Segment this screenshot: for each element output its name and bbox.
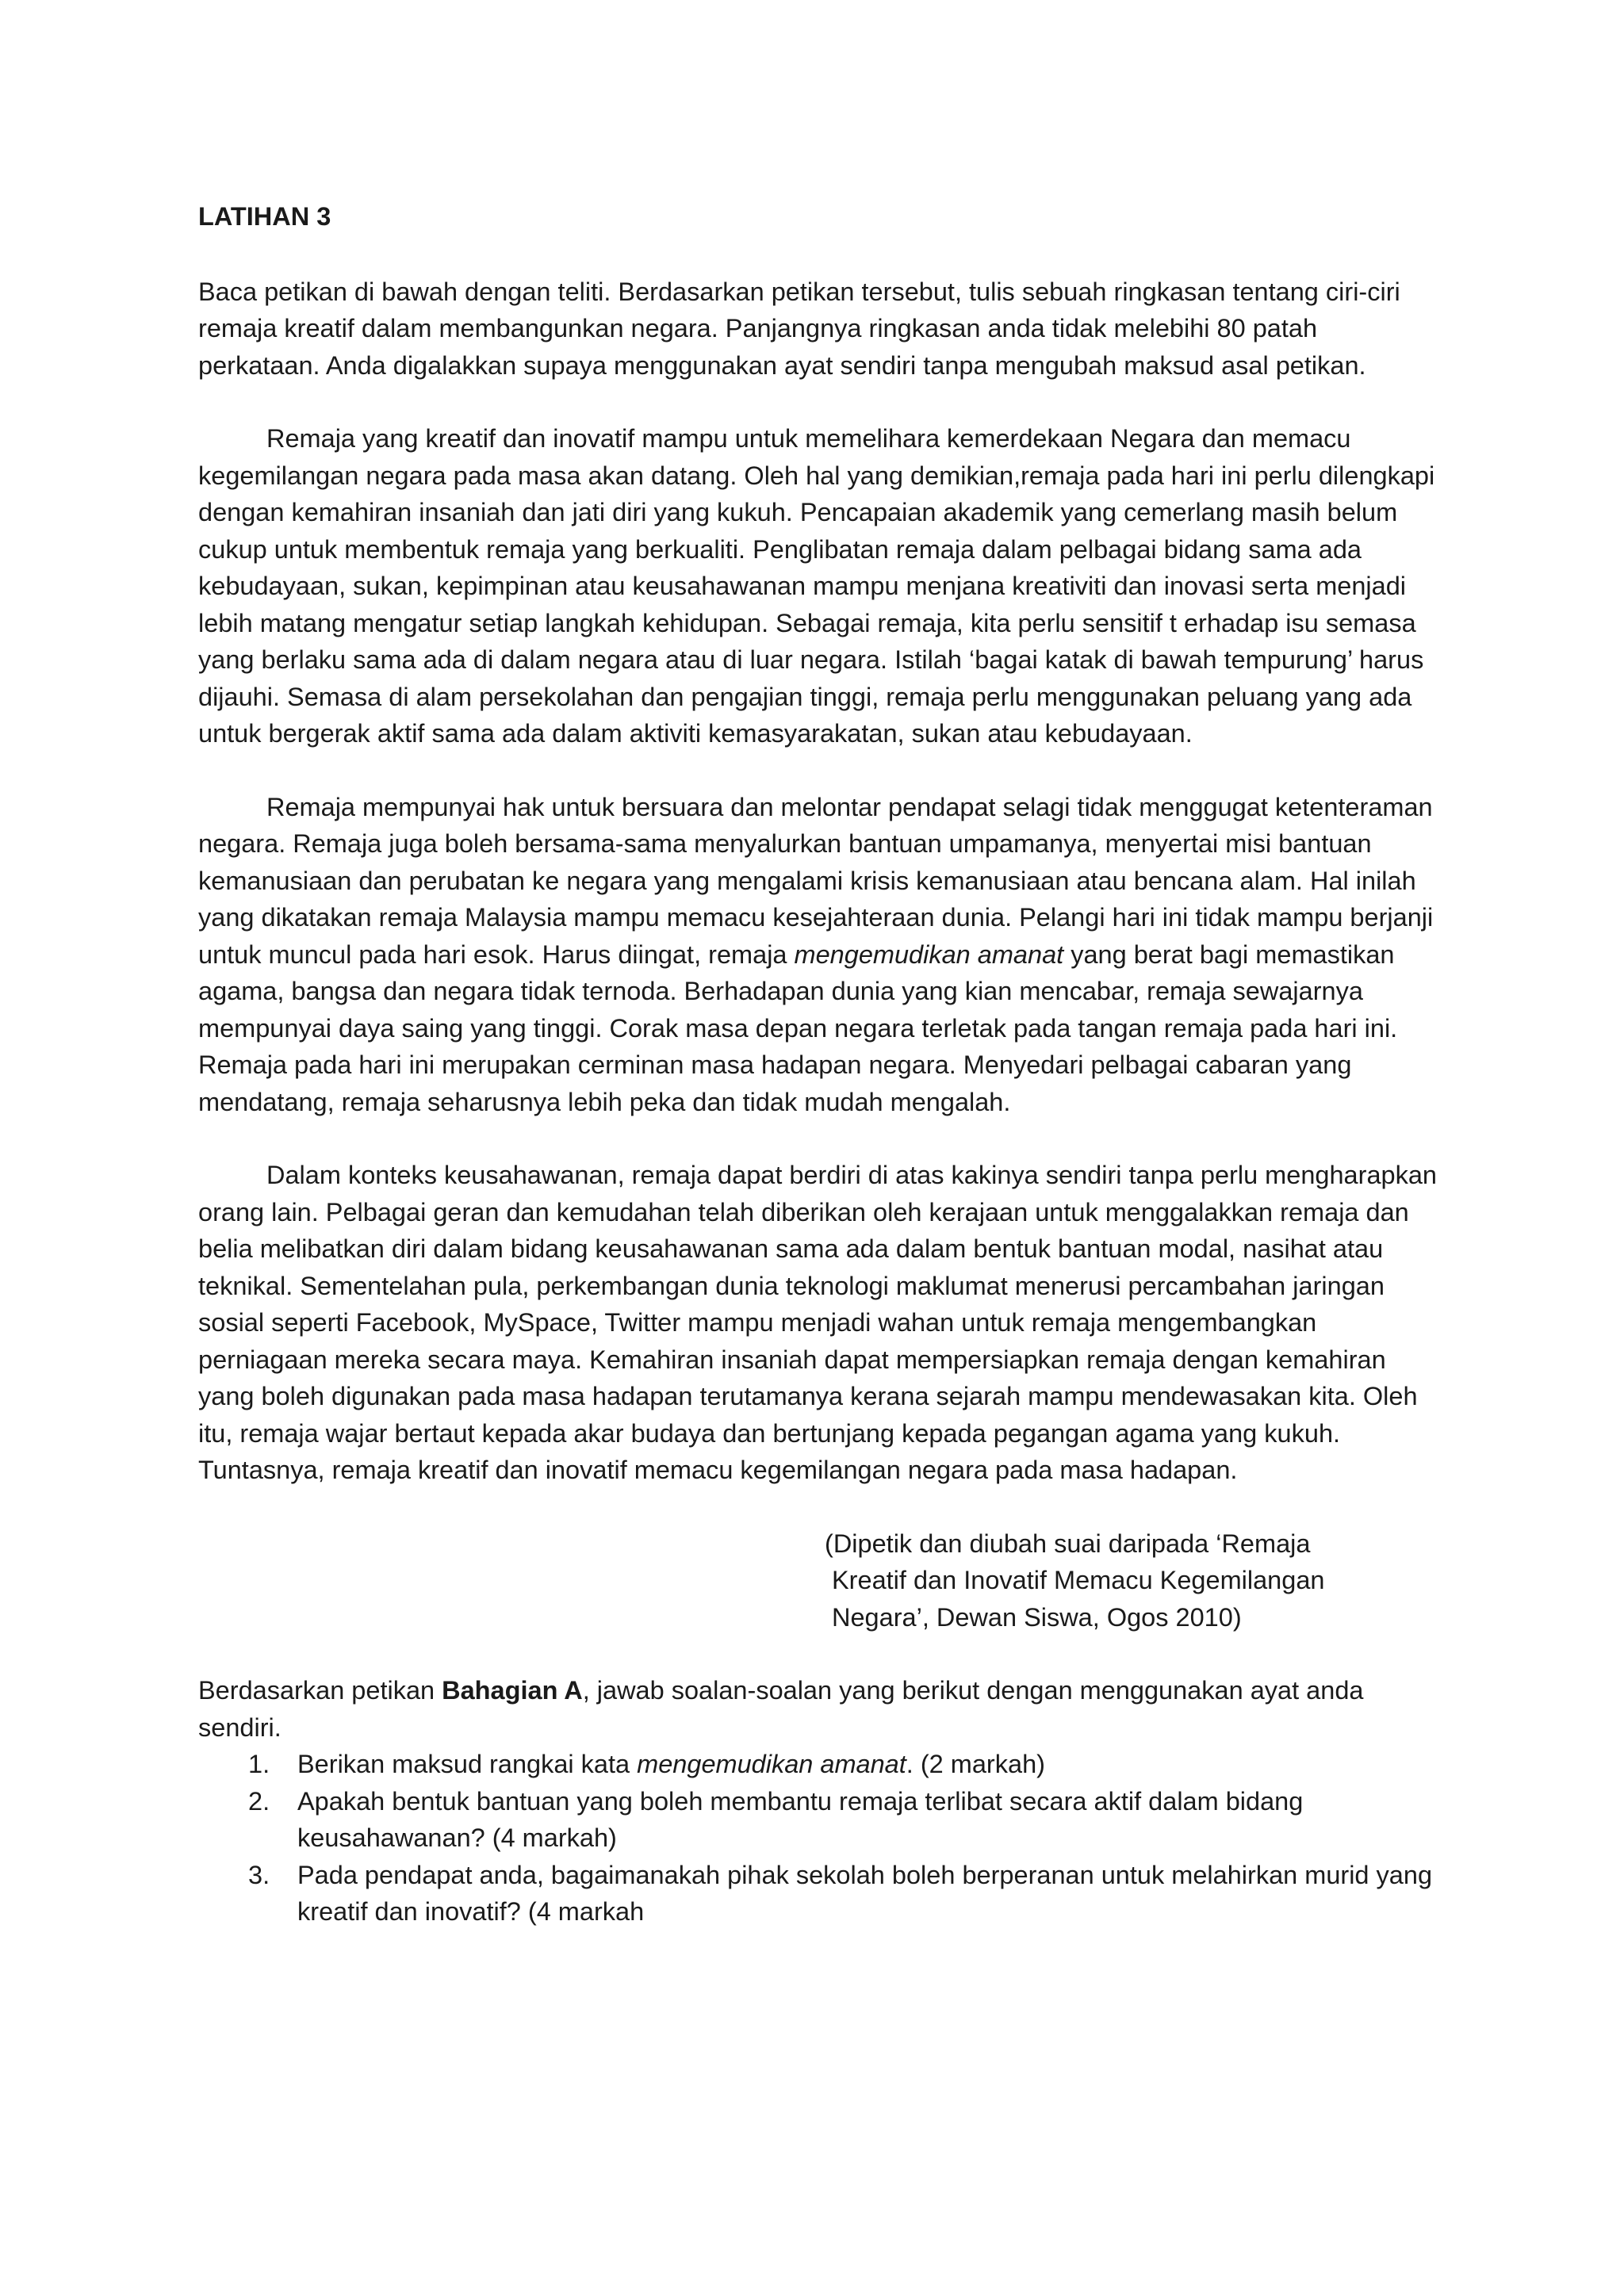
question-text: Pada pendapat anda, bagaimanakah pihak sekolah boleh berperanan untuk melahirkan murid yang kreatif dan inovatif? (4 markah [297,1860,1433,1926]
question-text-after: . (2 markah) [906,1750,1045,1778]
questions-intro-before: Berdasarkan petikan [198,1676,435,1705]
exercise-title: LATIHAN 3 [198,202,331,231]
questions-intro-after: , jawab soalan-soalan yang berikut dengan menggunakan ayat anda sendiri. [198,1676,1364,1742]
source-citation-line-1: (Dipetik dan diubah suai daripada ‘Remaja [825,1529,1311,1558]
instruction-paragraph: Baca petikan di bawah dengan teliti. Berdasarkan petikan tersebut, tulis sebuah ringkasan tentang ciri-ciri remaja kreatif dalam membangunkan negara. Panjangnya ringkasan anda tidak melebihi 80 patah perkataan. Anda digalakkan supaya menggunakan ayat sendiri tanpa mengubah maksud asal petikan. [198,277,1400,380]
question-number: 3. [248,1860,270,1889]
question-item-2 [198,1783,1445,1857]
source-citation-line-2: Kreatif dan Inovatif Memacu Kegemilangan [832,1566,1325,1594]
question-text: Apakah bentuk bantuan yang boleh membantu remaja terlibat secara aktif dalam bidang keusahawanan? (4 markah) [297,1786,1304,1852]
passage-italic-phrase: mengemudikan amanat [794,939,1064,969]
passage-paragraph-3: Dalam konteks keusahawanan, remaja dapat berdiri di atas kakinya sendiri tanpa perlu mengharapkan orang lain. Pelbagai geran dan kemudahan telah diberikan oleh kerajaan untuk menggalakkan remaja dan belia melibatkan diri dalam bidang keusahawanan sama ada dalam bentuk bantuan modal, nasihat atau teknikal. Sementelahan pula, perkembangan dunia teknologi maklumat menerusi percambahan jaringan sosial seperti Facebook, MySpace, Twitter mampu menjadi wahan untuk remaja mengembangkan perniagaan mereka secara maya. Kemahiran insaniah dapat mempersiapkan remaja dengan kemahiran yang boleh digunakan pada masa hadapan terutamanya kerana sejarah mampu mendewasakan kita. Oleh itu, remaja wajar bertaut kepada akar budaya dan bertunjang kepada pegangan agama yang kukuh. Tuntasnya, remaja kreatif dan inovatif memacu kegemilangan negara pada masa hadapan. [198,1161,1438,1484]
question-item-3 [198,1857,1445,1931]
passage-paragraph-2-text-after: yang berat bagi memastikan agama, bangsa dan negara tidak ternoda. Berhadapan dunia yang kian mencabar, remaja sewajarnya mempunyai daya saing yang tinggi. Corak masa depan negara terletak pada tangan remaja pada hari ini. Remaja pada hari ini merupakan cerminan masa hadapan negara. Menyedari pelbagai cabaran yang mendatang, remaja seharusnya lebih peka dan tidak mudah mengalah. [198,939,1398,1116]
passage-paragraph-2-text-before: Remaja mempunyai hak untuk bersuara dan melontar pendapat selagi tidak menggugat ketenteraman negara. Remaja juga boleh bersama-sama menyalurkan bantuan umpamanya, menyertai misi bantuan kemanusiaan dan perubatan ke negara yang mengalami krisis kemanusiaan atau bencana alam. Hal inilah yang dikatakan remaja Malaysia mampu memacu kesejahteraan dunia. Pelangi hari ini tidak mampu berjanji untuk muncul pada hari esok. Harus diingat, remaja [198,792,1434,969]
source-citation-line-3: Negara’, Dewan Siswa, Ogos 2010) [832,1602,1242,1632]
passage-paragraph-1: Remaja yang kreatif dan inovatif mampu untuk memelihara kemerdekaan Negara dan memacu kegemilangan negara pada masa akan datang. Oleh hal yang demikian,remaja pada hari ini perlu dilengkapi dengan kemahiran insaniah dan jati diri yang kukuh. Pencapaian akademik yang cemerlang masih belum cukup untuk membentuk remaja yang berkualiti. Penglibatan remaja dalam pelbagai bidang sama ada kebudayaan, sukan, kepimpinan atau keusahawanan mampu menjana kreativiti dan inovasi serta menjadi lebih matang mengatur setiap langkah kehidupan. Sebagai remaja, kita perlu sensitif t erhadap isu semasa yang berlaku sama ada di dalam negara atau di luar negara. Istilah ‘bagai katak di bawah tempurung’ harus dijauhi. Semasa di alam persekolahan dan pengajian tinggi, remaja perlu menggunakan peluang yang ada untuk bergerak aktif sama ada dalam aktiviti kemasyarakatan, sukan atau kebudayaan. [198,424,1435,748]
questions-intro [198,1672,1445,1746]
question-list [198,1746,1445,1931]
source-citation [825,1525,1380,1636]
passage-paragraph-2 [198,789,1445,1121]
question-italic-phrase: mengemudikan amanat [637,1750,906,1778]
question-number: 2. [248,1786,270,1816]
question-text-before: Berikan maksud rangkai kata [297,1750,630,1778]
questions-intro-bold: Bahagian A [442,1676,583,1705]
question-item-1 [198,1746,1445,1783]
document-content [198,198,1445,1931]
question-number: 1. [248,1750,270,1778]
